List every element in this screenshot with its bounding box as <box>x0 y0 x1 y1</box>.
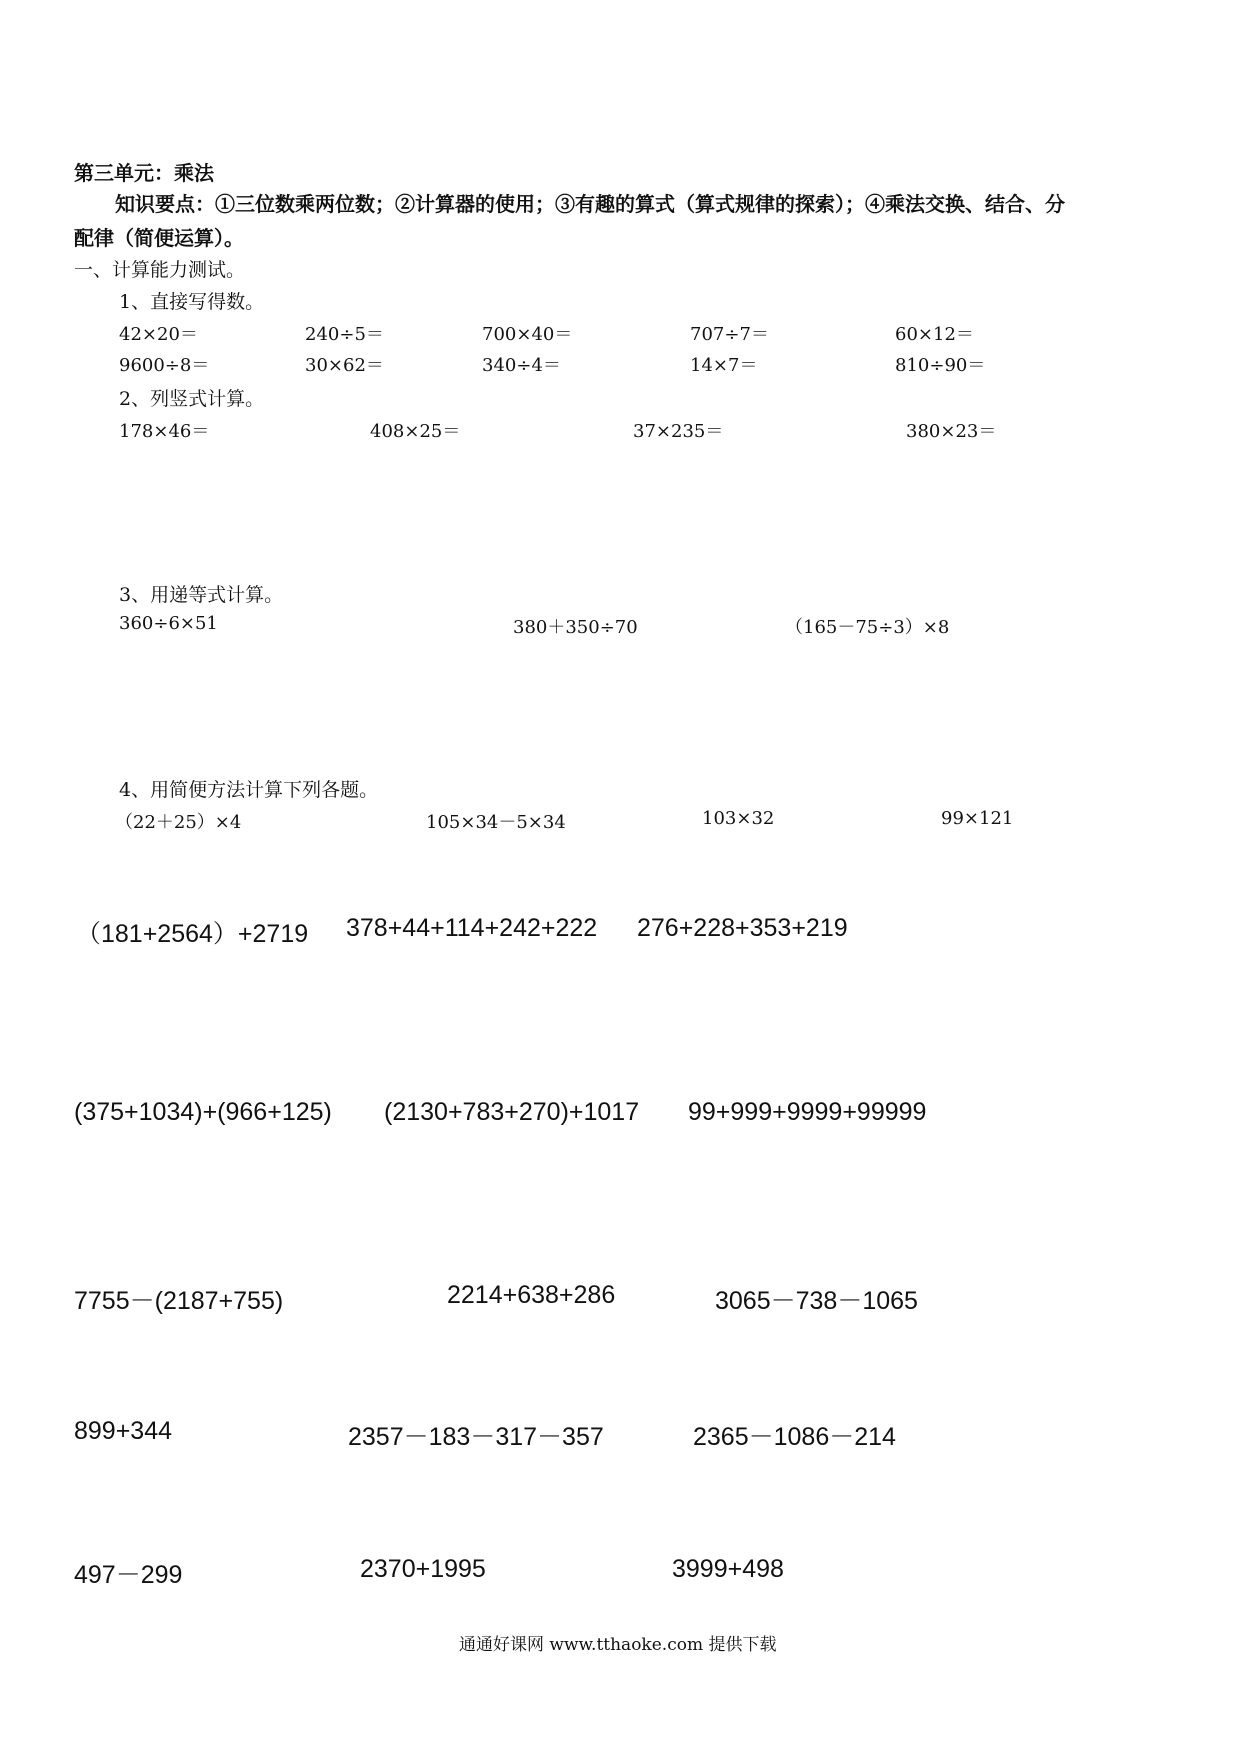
problem: 60×12＝ <box>895 324 974 345</box>
problem: 30×62＝ <box>305 355 384 376</box>
problem: 99+999+9999+99999 <box>688 1098 927 1126</box>
problem: 276+228+353+219 <box>637 914 848 942</box>
problem: 9600÷8＝ <box>119 355 210 376</box>
problem: 899+344 <box>74 1417 173 1445</box>
problem: (2130+783+270)+1017 <box>384 1098 640 1126</box>
problem: 340÷4＝ <box>482 355 561 376</box>
problem: 14×7＝ <box>690 355 758 376</box>
problem: 99×121 <box>941 808 1014 829</box>
problem: 497－299 <box>74 1561 183 1589</box>
q2-title: 2、列竖式计算。 <box>119 388 265 410</box>
problem: 378+44+114+242+222 <box>346 914 598 942</box>
problem: 37×235＝ <box>633 421 724 442</box>
problem: 178×46＝ <box>119 421 210 442</box>
problem: 360÷6×51 <box>119 613 218 634</box>
q1-title: 1、直接写得数。 <box>119 291 265 313</box>
problem: 2370+1995 <box>360 1555 486 1583</box>
problem: 240÷5＝ <box>305 324 384 345</box>
problem: 408×25＝ <box>370 421 461 442</box>
unit-title: 第三单元：乘法 <box>74 161 214 185</box>
problem: （181+2564）+2719 <box>76 920 309 948</box>
problem: 380×23＝ <box>906 421 997 442</box>
problem: 2357－183－317－357 <box>348 1423 604 1451</box>
problem: 105×34－5×34 <box>426 812 566 833</box>
problem: 700×40＝ <box>482 324 573 345</box>
q4-title: 4、用简便方法计算下列各题。 <box>119 779 379 801</box>
problem: 380＋350÷70 <box>513 617 638 638</box>
problem: 42×20＝ <box>119 324 198 345</box>
key-points-line-2: 配律（简便运算）。 <box>74 226 244 250</box>
problem: 7755－(2187+755) <box>74 1287 284 1315</box>
problem: 3065－738－1065 <box>715 1287 918 1315</box>
problem: 3999+498 <box>672 1555 784 1583</box>
problem: （22＋25）×4 <box>115 812 242 833</box>
problem: 103×32 <box>702 808 775 829</box>
problem: 707÷7＝ <box>690 324 769 345</box>
problem: 810÷90＝ <box>895 355 986 376</box>
footer-note: 通通好课网 www.tthaoke.com 提供下载 <box>459 1635 777 1655</box>
q3-title: 3、用递等式计算。 <box>119 584 284 606</box>
problem: 2214+638+286 <box>447 1281 616 1309</box>
key-points-line-1: 知识要点：①三位数乘两位数；②计算器的使用；③有趣的算式（算式规律的探索）；④乘法交换、结合、分 <box>115 192 1065 216</box>
problem: 2365－1086－214 <box>693 1423 896 1451</box>
section-title: 一、计算能力测试。 <box>74 259 246 281</box>
problem: （165－75÷3）×8 <box>785 617 950 638</box>
problem: (375+1034)+(966+125) <box>74 1098 332 1126</box>
